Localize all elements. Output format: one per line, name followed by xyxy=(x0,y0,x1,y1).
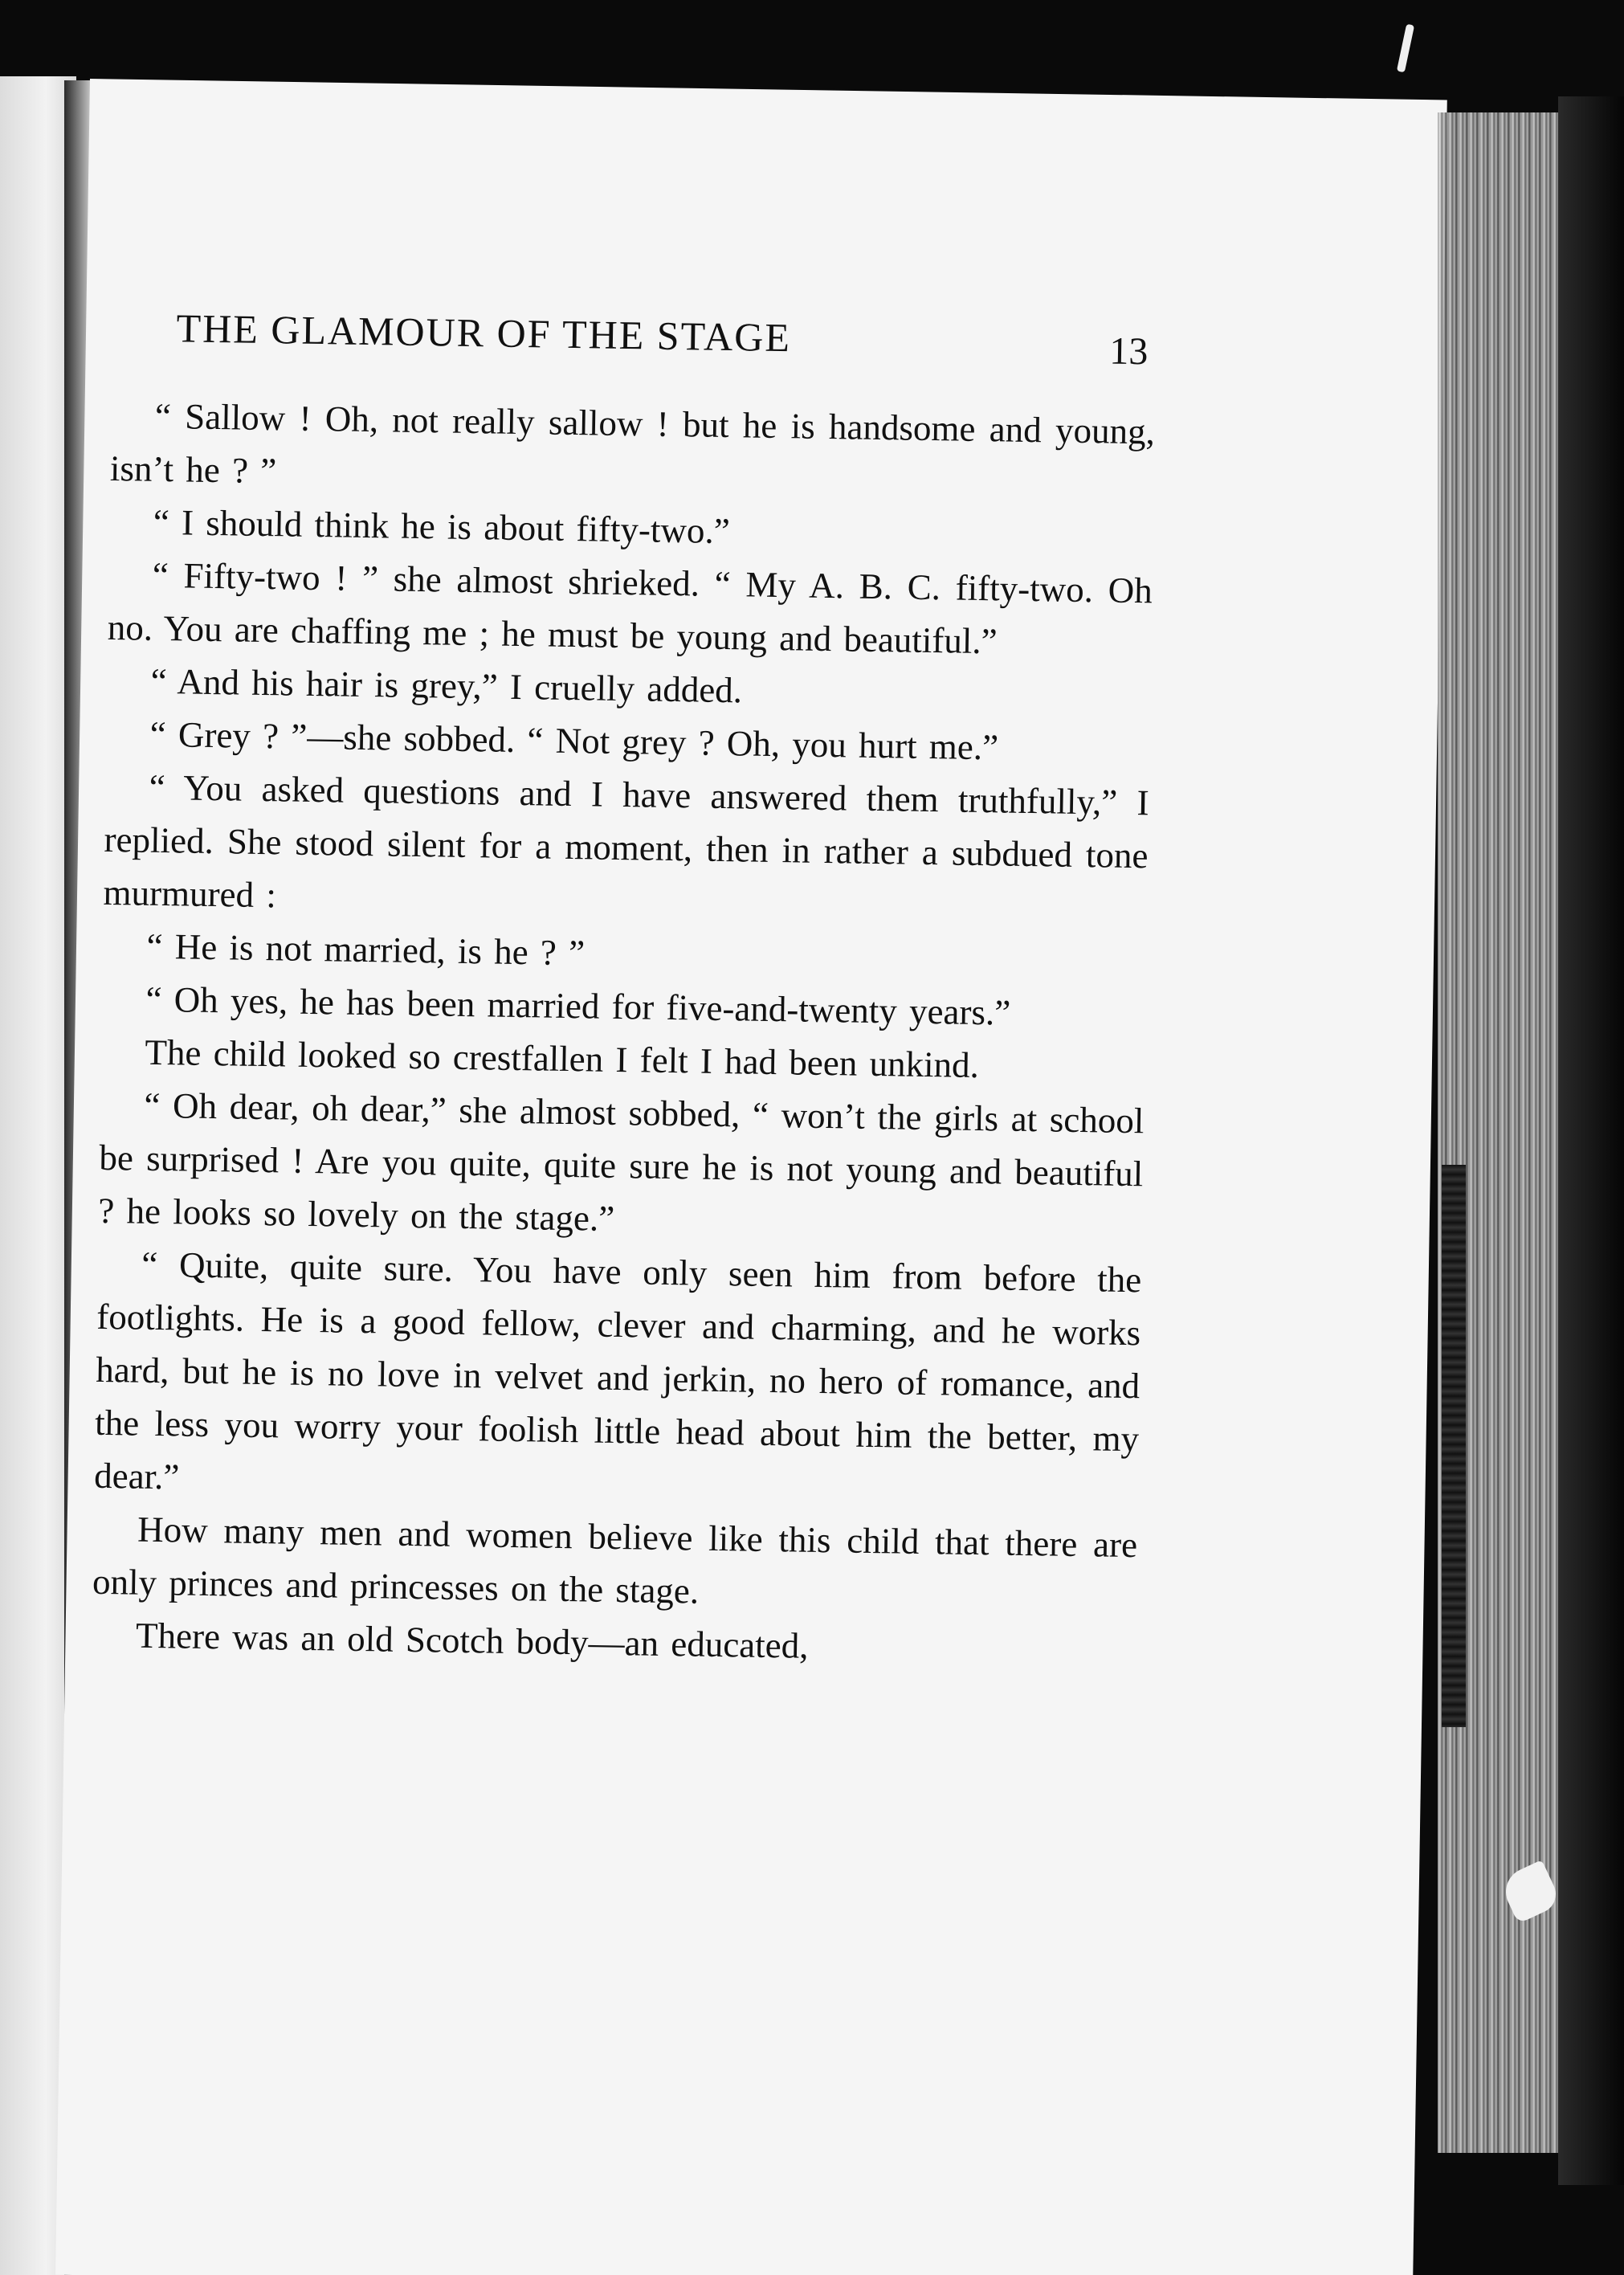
corner-mark xyxy=(1397,24,1414,73)
running-head xyxy=(113,209,1158,374)
paragraph: How many men and women believe like this child that there are only princes and princesses on the stage. xyxy=(92,1509,1138,1611)
page-text xyxy=(92,209,1158,1677)
paragraph: The child looked so crestfallen I felt I had been unkind. xyxy=(145,1031,980,1086)
page-stack-edge xyxy=(1438,112,1574,2153)
paragraph: “ Sallow ! Oh, not really sallow ! but he is handsome and young, isn’t he ? ” xyxy=(109,395,1156,492)
paragraph: “ I should think he is about fifty-two.” xyxy=(153,501,731,552)
edge-mark xyxy=(1442,1165,1466,1727)
paragraph: “ Oh yes, he has been married for five-and-twenty years.” xyxy=(145,978,1011,1033)
running-title: THE GLAMOUR OF THE STAGE xyxy=(176,305,792,361)
paragraph: “ Fifty-two ! ” she almost shrieked. “ My A. B. C. fifty-two. Oh no. You are chaffing me ; he must be young and beautiful.” xyxy=(107,554,1153,662)
page-number: 13 xyxy=(1108,329,1149,374)
paragraph: “ He is not married, is he ? ” xyxy=(146,925,586,974)
paragraph: “ Grey ? ”—she sobbed. “ Not grey ? Oh, you hurt me.” xyxy=(149,713,999,768)
paragraph: “ Quite, quite sure. You have only seen him from before the footlights. He is a good fellow, clever and charming, and he works hard, but he is no love in velvet and jerkin, no hero of romance, and the less you worry your foolish little head about him the better, my dear.” xyxy=(93,1244,1142,1497)
background-shadow xyxy=(1558,96,1624,2185)
paragraph: “ You asked questions and I have answered them truthfully,” I replied. She stood silent for a moment, then in rather a subdued tone murmured : xyxy=(103,766,1149,916)
paragraph: There was an old Scotch body—an educated, xyxy=(135,1615,809,1666)
paragraph: “ Oh dear, oh dear,” she almost sobbed, “ won’t the girls at school be surprised ! Are you quite, quite sure he is not young and beautiful ? he looks so lovely on the stage.” xyxy=(98,1084,1145,1239)
paragraph: “ And his hair is grey,” I cruelly added. xyxy=(150,660,743,711)
